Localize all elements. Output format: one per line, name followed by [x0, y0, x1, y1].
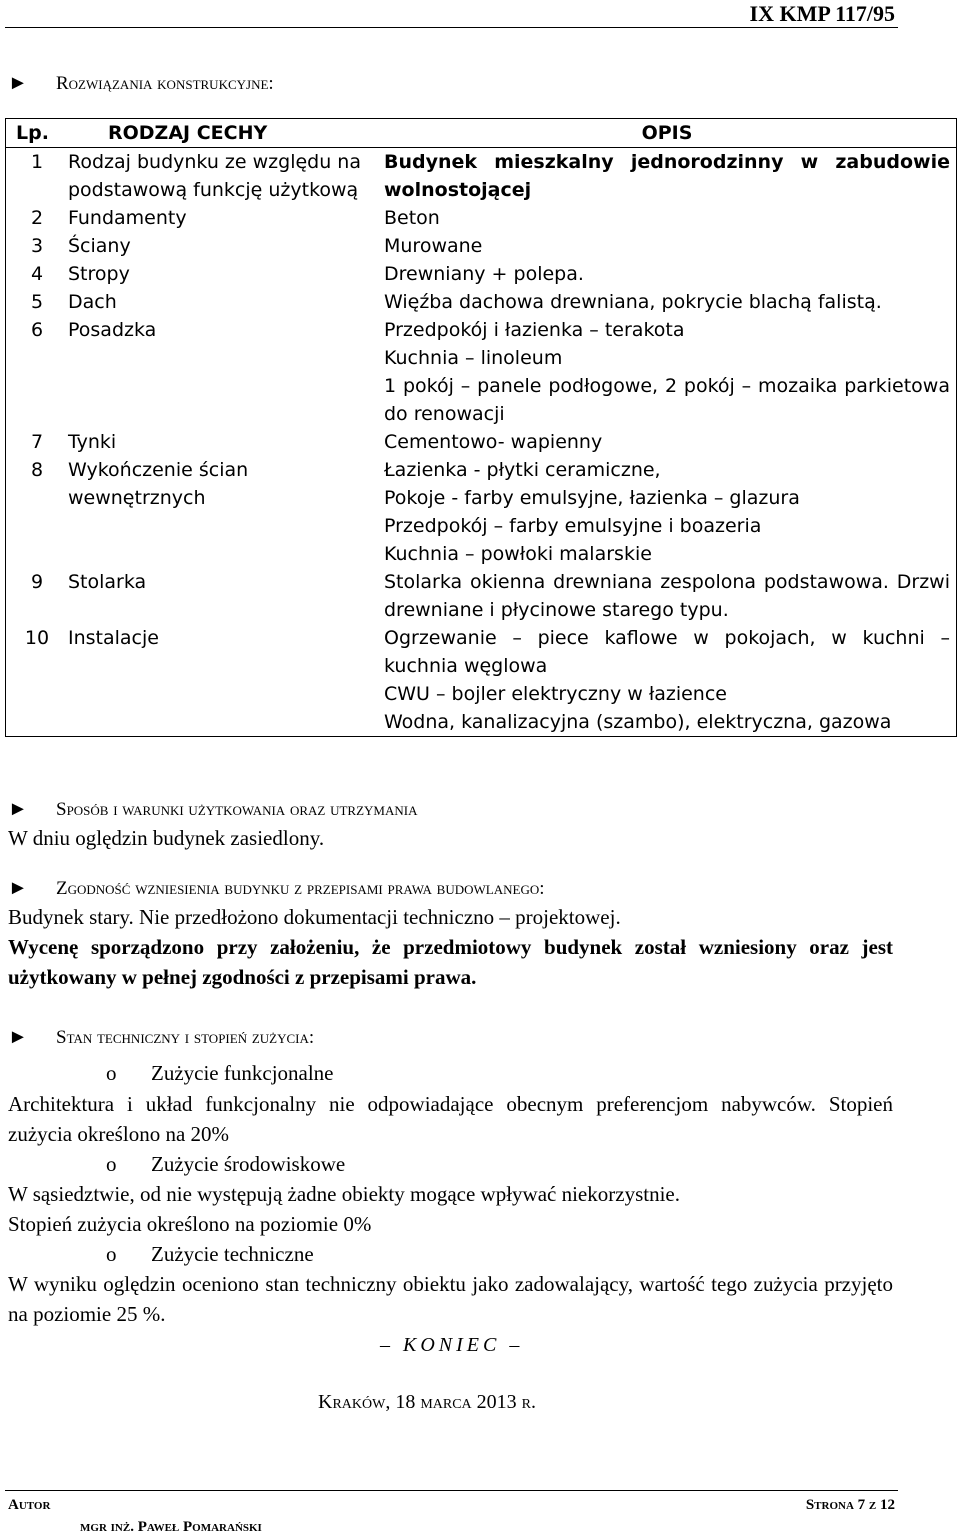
- wear-functional-title: Zużycie funkcjonalne: [151, 1061, 334, 1085]
- wear-environmental-text: W sąsiedztwie, od nie występują żadne obiekty mogące wpływać niekorzystnie.: [8, 1182, 680, 1206]
- row-desc: Budynek mieszkalny jednorodzinny w zabudowie wolnostojącej: [378, 148, 957, 205]
- wear-functional-text: Architektura i układ funkcjonalny nie odpowiadające obecnym preferencjom nabywców. Stopień zużycia określono na 20%: [8, 1092, 893, 1146]
- table-row: [6, 148, 957, 205]
- bullet-marker: o: [106, 1061, 117, 1085]
- table-row: [6, 568, 957, 624]
- section-title: Zgodność wzniesienia budynku z przepisami prawa budowlanego:: [56, 878, 545, 899]
- row-no: 2: [6, 204, 69, 232]
- usage-text: W dniu oględzin budynek zasiedlony.: [8, 826, 325, 850]
- row-desc: Beton: [378, 204, 957, 232]
- footer-page-number: Strona 7 z 12: [805, 1497, 895, 1513]
- row-desc: [378, 316, 957, 428]
- row-no: 6: [6, 316, 69, 428]
- desc-line: Przedpokój i łazienka – terakota: [384, 319, 685, 341]
- compliance-text: Budynek stary. Nie przedłożono dokumentacji techniczno – projektowej.: [8, 905, 621, 929]
- arrow-right-icon: ►: [8, 877, 28, 899]
- row-no: 4: [6, 260, 69, 288]
- desc-line: Pokoje - farby emulsyjne, łazienka – glazura: [384, 487, 800, 509]
- row-no: 10: [6, 624, 69, 737]
- section-heading-usage: [8, 796, 417, 823]
- table-row: [6, 204, 957, 232]
- row-type: Ściany: [68, 235, 131, 257]
- header-type: RODZAJ CECHY: [68, 119, 378, 148]
- table-row: [6, 316, 957, 428]
- row-type: Fundamenty: [68, 207, 187, 229]
- row-type: Dach: [68, 291, 117, 313]
- table-row: [6, 232, 957, 260]
- place-date: Kraków, 18 marca 2013 r.: [318, 1391, 537, 1413]
- desc-line: Łazienka - płytki ceramiczne,: [384, 459, 661, 481]
- row-desc: [378, 624, 957, 737]
- wear-technical-item: [106, 1239, 314, 1269]
- desc-line: CWU – bojler elektryczny w łazience: [384, 683, 727, 705]
- footer-author-name: mgr inż. Paweł Pomarański: [80, 1519, 262, 1535]
- row-no: 8: [6, 456, 69, 568]
- row-type: Instalacje: [68, 624, 378, 737]
- desc-line: Przedpokój – farby emulsyjne i boazeria: [384, 515, 762, 537]
- header-divider: [5, 27, 898, 28]
- arrow-right-icon: ►: [8, 1026, 28, 1048]
- wear-environmental-text-2: Stopień zużycia określono na poziomie 0%: [8, 1212, 372, 1236]
- wear-functional-item: [106, 1058, 334, 1088]
- section-heading-construction: [8, 70, 274, 97]
- row-desc: Murowane: [378, 232, 957, 260]
- row-type: Stolarka: [68, 571, 147, 593]
- table-row: [6, 456, 957, 568]
- row-no: 5: [6, 288, 69, 316]
- wear-technical-title: Zużycie techniczne: [151, 1242, 314, 1266]
- desc-line: Wodna, kanalizacyjna (szambo), elektryczna, gazowa: [384, 711, 892, 733]
- table-row: [6, 288, 957, 316]
- arrow-right-icon: ►: [8, 72, 28, 94]
- row-desc: [378, 456, 957, 568]
- row-type: Tynki: [68, 431, 117, 453]
- table-row: [6, 260, 957, 288]
- table-row: [6, 428, 957, 456]
- row-type: Posadzka: [68, 319, 157, 341]
- table-row: [6, 624, 957, 737]
- row-type: Rodzaj budynku ze względu na podstawową funkcję użytkową: [68, 151, 361, 201]
- row-no: 9: [6, 568, 69, 624]
- desc-line: Kuchnia – powłoki malarskie: [384, 543, 652, 565]
- bullet-marker: o: [106, 1152, 117, 1176]
- desc-line: Ogrzewanie – piece kaflowe w pokojach, w kuchni – kuchnia węglowa: [384, 627, 950, 677]
- table-header-row: [6, 119, 957, 148]
- section-title: Stan techniczny i stopień zużycia:: [56, 1027, 315, 1048]
- section-title: Rozwiązania konstrukcyjne:: [56, 73, 274, 94]
- desc-line: 1 pokój – panele podłogowe, 2 pokój – mozaika parkietowa do renowacji: [384, 375, 950, 425]
- row-no: 3: [6, 232, 69, 260]
- section-title: Sposób i warunki użytkowania oraz utrzymania: [56, 799, 418, 820]
- row-no: 7: [6, 428, 69, 456]
- wear-technical-text: W wyniku oględzin oceniono stan techniczny obiektu jako zadowalający, wartość tego zużycia przyjęto na poziomie 25 %.: [8, 1272, 893, 1326]
- row-no: 1: [6, 148, 69, 205]
- row-type: Wykończenie ścian wewnętrznych: [68, 459, 249, 509]
- bullet-marker: o: [106, 1242, 117, 1266]
- wear-environmental-title: Zużycie środowiskowe: [151, 1152, 346, 1176]
- section-heading-compliance: [8, 875, 545, 902]
- header-desc: OPIS: [378, 119, 957, 148]
- footer-divider: [5, 1490, 898, 1491]
- footer-author-label: Autor: [8, 1497, 51, 1513]
- row-desc: Cementowo- wapienny: [378, 428, 957, 456]
- compliance-bold-text: Wycenę sporządzono przy założeniu, że przedmiotowy budynek został wzniesiony oraz jest użytkowany w pełnej zgodności z przepisami prawa.: [8, 935, 893, 989]
- header-no: Lp.: [6, 119, 69, 148]
- row-type: Stropy: [68, 263, 130, 285]
- row-desc: Drewniany + polepa.: [378, 260, 957, 288]
- row-desc: Więźba dachowa drewniana, pokrycie blachą falistą.: [378, 288, 957, 316]
- arrow-right-icon: ►: [8, 798, 28, 820]
- desc-line: Kuchnia – linoleum: [384, 347, 563, 369]
- section-heading-technical: [8, 1024, 314, 1051]
- construction-table: [5, 118, 957, 737]
- document-code: IX KMP 117/95: [749, 1, 895, 26]
- row-desc: Stolarka okienna drewniana zespolona podstawowa. Drzwi drewniane i płycinowe starego typu.: [378, 568, 957, 624]
- end-mark: – KONIEC –: [380, 1334, 524, 1356]
- wear-environmental-item: [106, 1149, 345, 1179]
